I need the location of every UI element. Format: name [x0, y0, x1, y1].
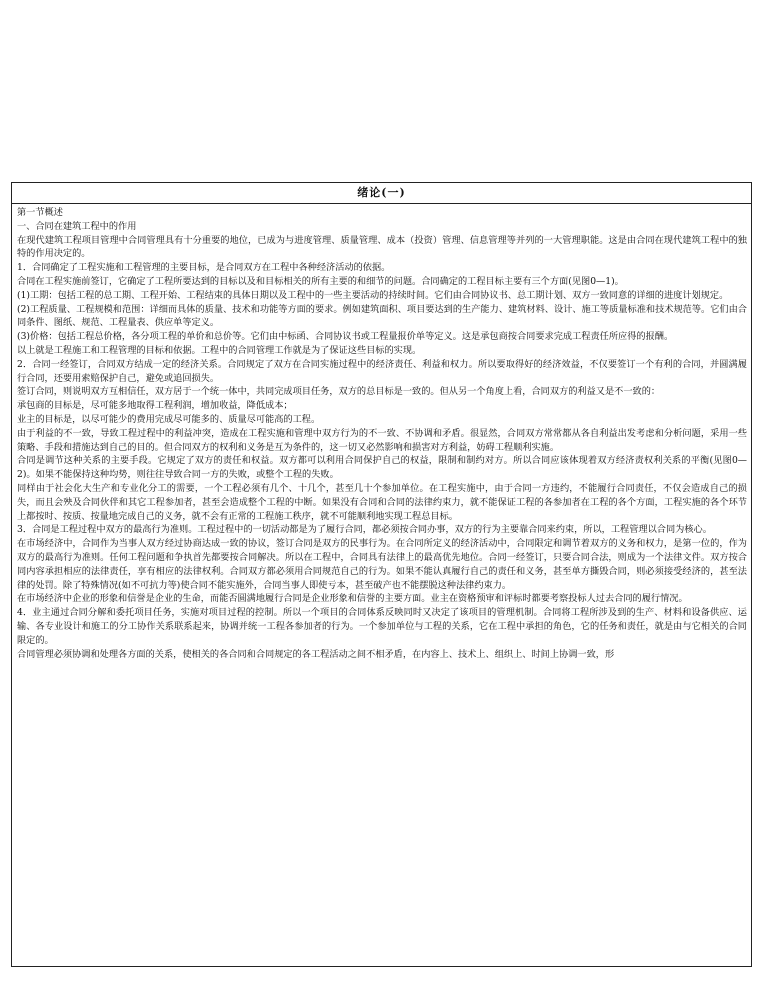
paragraph: 4．业主通过合同分解和委托项目任务，实施对项目过程的控制。所以一个项目的合同体系反映同时又决定了该项目的管理机制。合同将工程所涉及到的生产、材料和设备供应、运输、各专业设计和施工的分工协作关系联系起来，协调并统一工程各参加者的行为。一个参加单位与工程的关系，它在工程中承担的角色，它的任务和责任，就是由与它相关的合同限定的。 — [17, 607, 747, 646]
paragraph: 合同在工程实施前签订，它确定了工程所要达到的目标以及和目标相关的所有主要的和细节的问题。合同确定的工程目标主要有三个方面(见图0—1)。 — [17, 275, 624, 287]
paragraph: 以上就是工程施工和工程管理的目标和依据。工程中的合同管理工作就是为了保证这些目标的实现。 — [17, 344, 422, 356]
document-body — [12, 204, 751, 661]
paragraph: (2)工程质量、工程规模和范围：详细而具体的质量、技术和功能等方面的要求。例如建筑面积、项目要达到的生产能力、建筑材料、设计、施工等质量标准和技术规范等。它们由合同条件、图纸、规范、工程量表、供应单等定义。 — [17, 303, 747, 329]
paragraph: 2．合同一经签订，合同双方结成一定的经济关系。合同规定了双方在合同实施过程中的经济责任、利益和权力。所以要取得好的经济效益，不仅要签订一个有利的合同，并圆满履行合同，还要用索赔保护自己，避免或追回损失。 — [17, 358, 747, 384]
paragraph: (3)价格：包括工程总价格，各分项工程的单价和总价等。它们由中标函、合同协议书或工程量报价单等定义。这是承包商按合同要求完成工程责任所应得的报酬。 — [17, 331, 674, 343]
document-title: 绪论(一) — [12, 183, 751, 204]
paragraph: 合同管理必须协调和处理各方面的关系，使相关的各合同和合同规定的各工程活动之间不相矛盾，在内容上、技术上、组织上、时间上协调一致，形 — [17, 648, 615, 660]
paragraph: 由于利益的不一致，导致工程过程中的利益冲突，造成在工程实施和管理中双方行为的不一致、不协调和矛盾。很显然，合同双方常常都从各自利益出发考虑和分析问题，采用一些策略、手段和措施达到自己的目的。但合同双方的权利和义务是互为条件的，这一切又必然影响和损害对方利益，妨碍工程顺利实施。 — [17, 427, 747, 453]
paragraph: 合同是调节这种关系的主要手段。它规定了双方的责任和权益。双方都可以利用合同保护自己的权益，限制和制约对方。所以合同应该体现着双方经济责权利关系的平衡(见图0—2)。如果不能保持这种均势，则往往导致合同一方的失败，或整个工程的失败。 — [17, 455, 747, 481]
paragraph: 在市场经济中，合同作为当事人双方经过协商达成一致的协议，签订合同是双方的民事行为。在合同所定义的经济活动中，合同限定和调节着双方的义务和权力，是第一位的，作为双方的最高行为准则。任何工程问题和争执首先都要按合同解决。所以在工程中，合同具有法律上的最高优先地位。合同一经签订，只要合同合法，则成为一个法律文件。双方按合同内容承担相应的法律责任，享有相应的法律权利。合同双方都必须用合同规范自己的行为。如果不能认真履行自己的责任和义务，甚至单方撕毁合同，则必须接受经济的，甚至法律的处罚。除了特殊情况(如不可抗力等)使合同不能实施外，合同当事人即使亏本，甚至破产也不能摆脱这种法律约束力。 — [17, 538, 747, 591]
paragraph: 3．合同是工程过程中双方的最高行为准则。工程过程中的一切活动都是为了履行合同，都必须按合同办事，双方的行为主要靠合同来约束，所以，工程管理以合同为核心。 — [17, 524, 712, 536]
paragraph: 签订合同，则说明双方互相信任，双方居于一个统一体中，共同完成项目任务，双方的总目标是一致的。但从另一个角度上看，合同双方的利益又是不一致的： — [17, 386, 661, 398]
paragraph: (1)工期：包括工程的总工期、工程开始、工程结束的具体日期以及工程中的一些主要活动的持续时间。它们由合同协议书、总工期计划、双方一致同意的详细的进度计划规定。 — [17, 289, 729, 301]
paragraph: 一、合同在建筑工程中的作用 — [17, 220, 137, 232]
paragraph: 承包商的目标是，尽可能多地取得工程利润，增加收益，降低成本； — [17, 400, 293, 412]
paragraph: 业主的目标是，以尽可能少的费用完成尽可能多的、质量尽可能高的工程。 — [17, 413, 321, 425]
document-frame — [11, 182, 752, 967]
paragraph: 同样由于社会化大生产和专业化分工的需要，一个工程必须有几个、十几个，甚至几十个参加单位。在工程实施中，由于合同一方违约，不能履行合同责任，不仅会造成自己的损失，而且会殃及合同伙伴和其它工程参加者，甚至会造成整个工程的中断。如果没有合同和合同的法律约束力，就不能保证工程的各参加者在工程的各个方面，工程实施的各个环节上都按时、按质、按量地完成自己的义务，就不会有正常的工程施工秩序，就不可能顺利地实现工程总目标。 — [17, 482, 747, 522]
paragraph: 在市场经济中企业的形象和信誉是企业的生命，而能否圆满地履行合同是企业形象和信誉的主要方面。业主在资格预审和评标时都要考察投标人过去合同的履行情况。 — [17, 593, 688, 605]
paragraph: 第一节概述 — [17, 207, 63, 218]
paragraph: 1．合同确定了工程实施和工程管理的主要目标，是合同双方在工程中各种经济活动的依据。 — [17, 262, 391, 274]
paragraph: 在现代建筑工程项目管理中合同管理具有十分重要的地位，已成为与进度管理、质量管理、成本（投资）管理、信息管理等并列的一大管理职能。这是由合同在现代建筑工程中的独特的作用决定的。 — [17, 234, 747, 260]
